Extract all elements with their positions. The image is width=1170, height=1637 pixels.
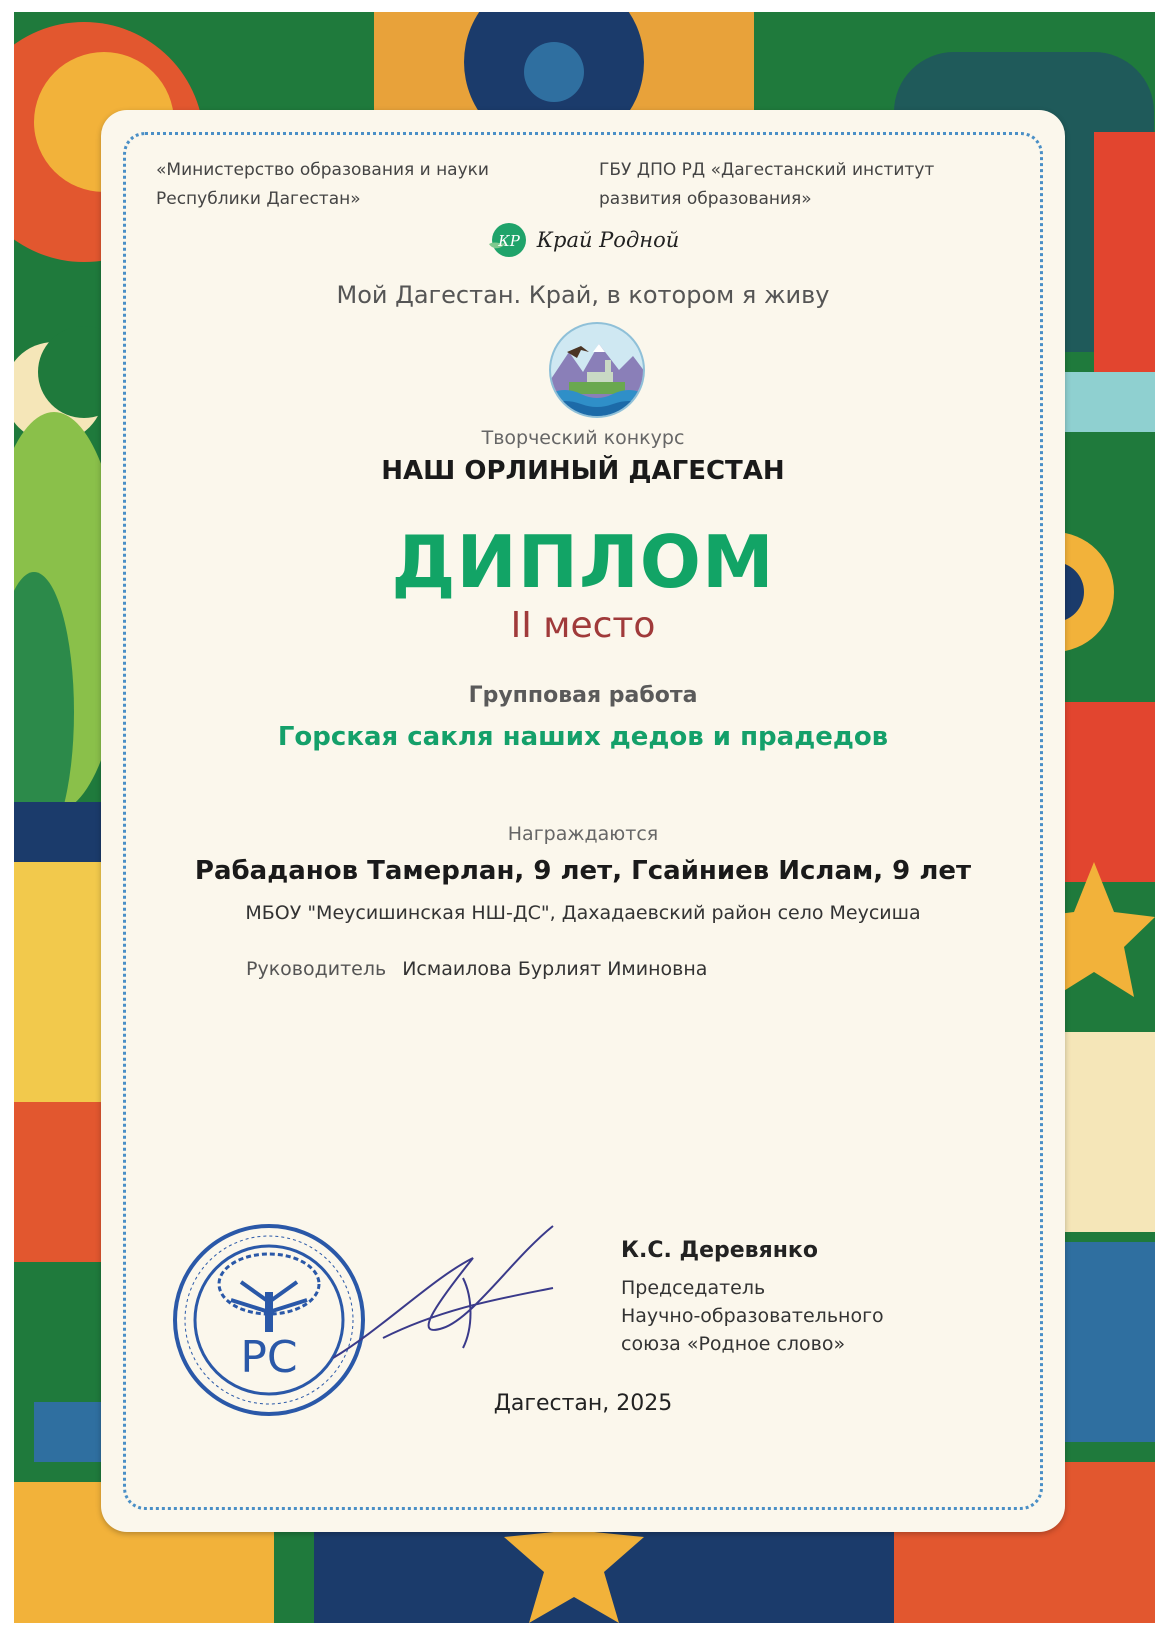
signer-position-line1: Председатель xyxy=(621,1277,766,1299)
brand-name: Край Родной xyxy=(536,228,680,252)
kr-leaf-logo-icon xyxy=(487,220,527,260)
header-ministry-line1: «Министерство образования и науки xyxy=(156,160,489,180)
signer-position xyxy=(621,1274,961,1358)
school: МБОУ "Меусишинская НШ-ДС", Дахадаевский район село Меусиша xyxy=(245,902,921,924)
header-institute xyxy=(599,156,979,214)
diploma-title: ДИПЛОМ xyxy=(391,520,775,604)
leader-label: Руководитель xyxy=(246,958,387,980)
signer-position-line3: союза «Родное слово» xyxy=(621,1333,846,1355)
awardees: Рабаданов Тамерлан, 9 лет, Гсайниев Ислам, 9 лет xyxy=(194,856,972,886)
header-ministry xyxy=(156,156,536,214)
signature-icon xyxy=(323,1218,563,1378)
header-institute-line1: ГБУ ДПО РД «Дагестанский институт xyxy=(599,160,935,180)
work-category: Групповая работа xyxy=(468,683,698,708)
leader-name: Исмаилова Бурлият Иминовна xyxy=(402,958,708,980)
brand xyxy=(101,220,1065,264)
brand-logo-text: КР xyxy=(497,232,520,250)
diploma-card xyxy=(101,110,1065,1532)
eagle-mountains-emblem-icon xyxy=(549,322,645,418)
contest-kind: Творческий конкурс xyxy=(481,427,685,449)
leader xyxy=(246,958,707,980)
work-title: Горская сакля наших дедов и прадедов xyxy=(277,722,889,752)
signer-position-line2: Научно-образовательного xyxy=(621,1305,884,1327)
header-ministry-line2: Республики Дагестан» xyxy=(156,189,361,209)
awarded-label: Награждаются xyxy=(507,823,659,845)
header-institute-line2: развития образования» xyxy=(599,189,812,209)
signer-name: К.С. Деревянко xyxy=(621,1238,818,1263)
motto: Мой Дагестан. Край, в котором я живу xyxy=(336,281,830,309)
certificate-sheet xyxy=(14,12,1155,1623)
contest-name: НАШ ОРЛИНЫЙ ДАГЕСТАН xyxy=(381,456,785,486)
seal-monogram: PC xyxy=(240,1332,298,1383)
place-label: II место xyxy=(510,605,656,646)
place-year: Дагестан, 2025 xyxy=(493,1391,673,1416)
